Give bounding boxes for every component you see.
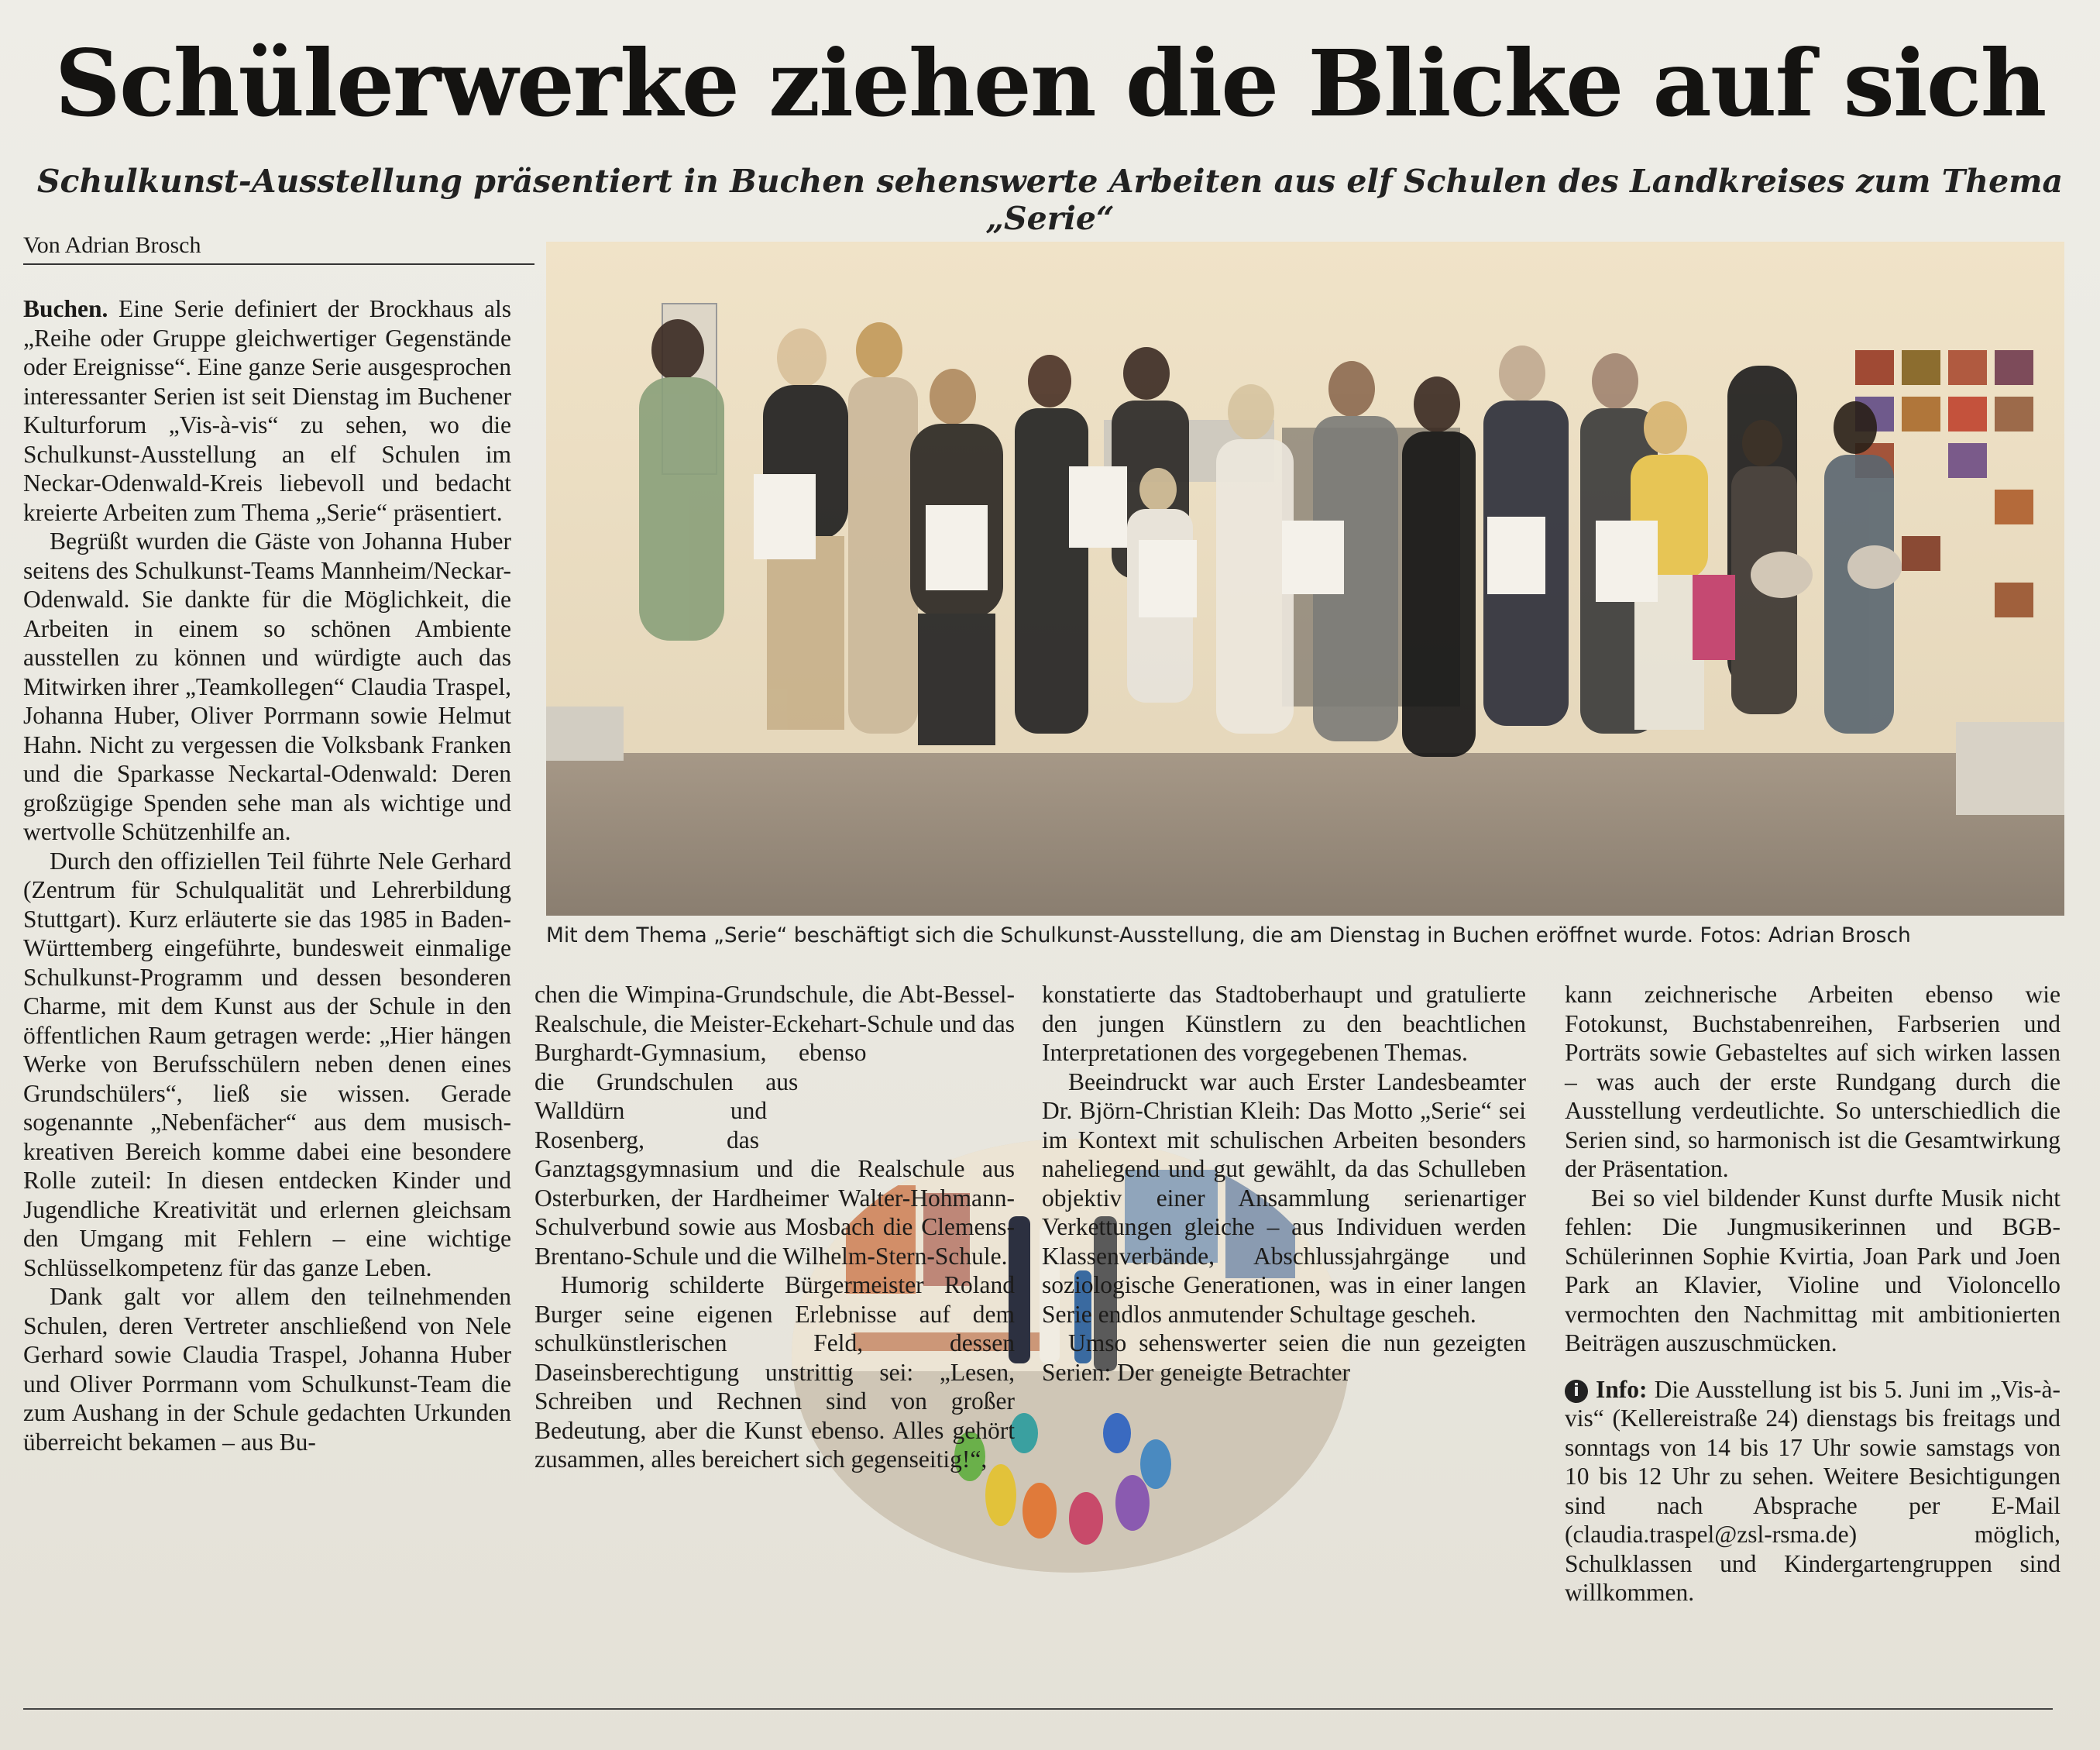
paragraph-lead	[23, 294, 511, 527]
paragraph-congrats: konstatierte das Stadtoberhaupt und gratulierte den jungen Künstlern zu den beachtlichen Interpretationen des vorgegebenen Themas.	[1042, 981, 1526, 1066]
group-photo	[546, 242, 2064, 916]
article-column-2	[534, 980, 1015, 1474]
info-label: Info:	[1596, 1375, 1648, 1403]
paragraph-4: Dank galt vor allem den teilnehmenden Schulen, deren Vertreter anschließend von Nele Gerhard sowie Claudia Traspel, Johanna Huber und Oliver Porrmann vom Schulkunst-Team die zum Aushang in der Schule gedachten Urkunden überreicht bekamen – aus Bu-	[23, 1283, 511, 1456]
subheadline: Schulkunst-Ausstellung präsentiert in Buchen sehenswerte Arbeiten aus elf Schulen des Landkreises zum Thema „Serie“	[36, 163, 2064, 237]
photo-caption: Mit dem Thema „Serie“ beschäftigt sich die Schulkunst-Ausstellung, die am Dienstag in Buchen eröffnet wurde. Fotos: Adrian Brosch	[546, 923, 1911, 947]
paragraph-lead-text: Eine Serie definiert der Brockhaus als „Reihe oder Gruppe gleichwertiger Gegenstände oder Ereignisse“. Eine ganze Serie ausgesprochen interessanter Serien ist seit Dienstag im Buchener Kulturforum „Vis-à-vis“ zu sehen, wo die Schulkunst-Ausstellung an elf Schulen im Neckar-Odenwald-Kreis liebevoll und bedacht kreierte Arbeiten zum Thema „Serie“ präsentiert.	[23, 295, 512, 526]
paragraph-works: kann zeichnerische Arbeiten ebenso wie Fotokunst, Buchstabenreihen, Farbserien und Porträts sowie Gebasteltes auf sich wirken lassen – was auch der erste Rundgang durch die Ausstellung verdeutlichte. So unterschiedlich die Serien sind, so harmonisch ist die Gesamtwirkung der Präsentation.	[1565, 981, 2060, 1182]
paragraph-mayor: Humorig schilderte Bürgermeister Roland Burger seine eigenen Erlebnisse auf dem schulkünstlerischen Feld, dessen Daseinsberechtigung unstrittig sei: „Lesen, Schreiben und Rechnen sind von großer Bedeutung, aber die Kunst ebenso. Alles gehört zusammen, alles bereichert sich gegenseitig!“,	[534, 1271, 1015, 1473]
bottom-rule	[23, 1708, 2053, 1710]
paragraph-2: Begrüßt wurden die Gäste von Johanna Huber seitens des Schulkunst-Teams Mannheim/Neckar-Odenwald. Sie dankte für die Möglichkeit, die Arbeiten in einem so schönen Ambiente ausstellen zu können und würdigte auch das Mitwirken ihrer „Teamkollegen“ Claudia Traspel, Johanna Huber, Oliver Porrmann sowie Helmut Hahn. Nicht zu vergessen die Volksbank Franken und die Sparkasse Neckartal-Odenwald: Deren großzügige Spenden sehe man als wichtige und wertvolle Schützenhilfe an.	[23, 528, 511, 845]
group-photo-illustration	[546, 242, 2064, 916]
info-icon: i	[1565, 1380, 1588, 1403]
info-box	[1565, 1375, 2060, 1607]
paragraph-schools: chen die Wimpina-Grundschule, die Abt-Bessel-Realschule, die Meister-Eckehart-Schule und das Burghardt-Gymnasium, ebenso die Grundschulen aus Walldürn und Rosenberg, das Ganztagsgymnasium und die Realschule aus Osterburken, der Hardheimer Walter-Hohmann-Schulverbund sowie aus Mosbach die Clemens-Brentano-Schule und die Wilhelm-Stern-Schule.	[534, 981, 1015, 1270]
paragraph-kleih: Beeindruckt war auch Erster Landesbeamter Dr. Björn-Christian Kleih: Das Motto „Serie“ sei im Kontext mit schulischen Arbeiten besonders naheliegend und gut gewählt, da das Schulleben objektiv einer Ansammlung serienartiger Verkettungen gleiche – aus Individuen werden Klassenverbände, Abschlussjahrgänge und soziologische Generationen, was in einer langen Serie endlos anmutender Schultage gescheh.	[1042, 1068, 1526, 1328]
dateline: Buchen.	[23, 295, 108, 322]
paragraph-music: Bei so viel bildender Kunst durfte Musik nicht fehlen: Die Jungmusikerinnen und BGB-Schülerinnen Sophie Kvirtia, Joan Park und Joen Park an Klavier, Violine und Violoncello vermochten den Nachmittag mit ambitionierten Beiträgen auszuschmücken.	[1565, 1184, 2060, 1356]
paragraph-series: Umso sehenswerter seien die nun gezeigten Serien: Der geneigte Betrachter	[1042, 1329, 1526, 1386]
byline: Von Adrian Brosch	[23, 232, 534, 265]
info-text: Die Ausstellung ist bis 5. Juni im „Vis-à-vis“ (Kellereistraße 24) dienstags bis freitags und sonntags von 14 bis 17 Uhr sowie samstags von 10 bis 12 Uhr zu sehen. Weitere Besichtigungen sind nach Absprache per E-Mail (claudia.traspel@zsl-rsma.de) möglich, Schulklassen und Kindergartengruppen sind willkommen.	[1565, 1375, 2061, 1606]
paragraph-3: Durch den offiziellen Teil führte Nele Gerhard (Zentrum für Schulqualität und Lehrerbildung Stuttgart). Kurz erläuterte sie das 1985 in Baden-Württemberg eingeführte, bundesweit einmalige Schulkunst-Programm und dessen besonderen Charme, mit dem Kunst aus der Schule in den öffentlichen Raum getragen werde: „Hier hängen Werke von Berufsschülern neben denen eines Grundschülers“, ließ sie wissen. Gerade sogenannte „Nebenfächer“ aus dem musisch-kreativen Bereich komme dabei eine besondere Rolle zuteil: In diesen entdecken Kinder und Jugendliche Kreativität und erlernen gleichsam den Umgang mit Fehlern – eine wichtige Schlüsselkompetenz für das ganze Leben.	[23, 847, 511, 1281]
article-column-4	[1565, 980, 2060, 1607]
article-column-1	[23, 294, 511, 1456]
article-column-3	[1042, 980, 1526, 1387]
headline: Schülerwerke ziehen die Blicke auf sich	[54, 29, 2046, 137]
